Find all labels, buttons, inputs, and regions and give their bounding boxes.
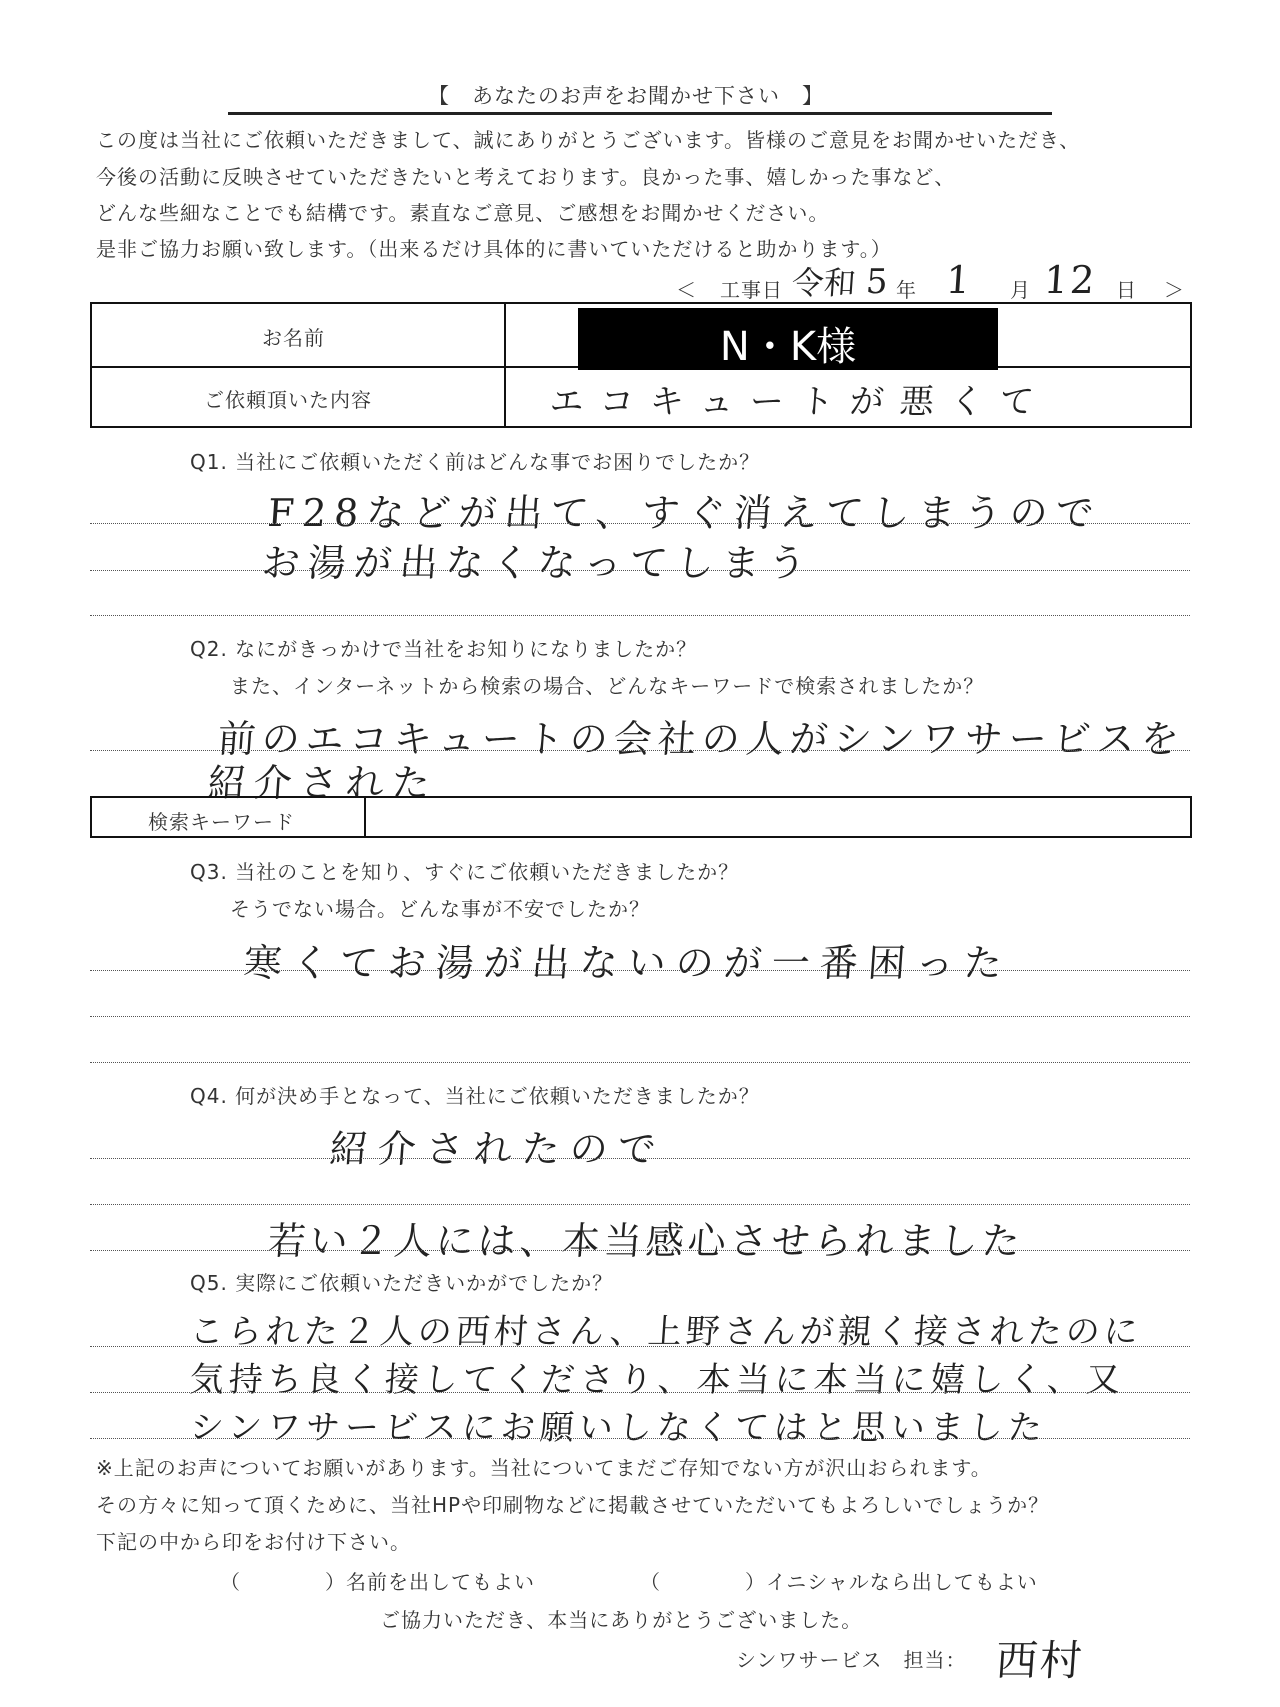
name-label: お名前 [262, 326, 325, 350]
name-redaction-box [578, 308, 998, 370]
q5-question: Q5. 実際にご依頼いただきいかがでしたか？ [190, 1271, 614, 1295]
option-show-name[interactable]: （ ）名前を出してもよい [220, 1570, 535, 1594]
date-open: ＜ [676, 278, 697, 302]
q4-answer-line-1: 紹介されたので [328, 1127, 668, 1171]
q1-rule-1 [90, 523, 1190, 524]
thanks-message: ご協力いただき、本当にありがとうございました。 [380, 1608, 863, 1632]
company-staff-label: シンワサービス 担当： [736, 1648, 967, 1672]
q2-answer-line-1: 前のエコキュートの会社の人がシンワサービスを [216, 717, 1187, 761]
footer-note-3: 下記の中から印をお付け下さい。 [96, 1530, 411, 1554]
intro-line-3: どんな些細なことでも結構です。素直なご意見、ご感想をお聞かせください。 [96, 201, 830, 225]
keyword-box [90, 796, 1192, 838]
q3-rule-3 [90, 1062, 1190, 1063]
q3-rule-2 [90, 1016, 1190, 1017]
request-label: ご依頼頂いた内容 [204, 388, 372, 412]
info-table [90, 302, 1192, 428]
date-year: 5 [864, 262, 898, 302]
q5-rule-3 [90, 1438, 1190, 1439]
q4-answer-line-2: 若い２人には、本当感心させられました [266, 1219, 1026, 1263]
q1-answer-line-2: お湯が出なくなってしまう [260, 541, 816, 585]
q3-subquestion: そうでない場合。どんな事が不安でしたか？ [230, 897, 650, 921]
page-title: 【 あなたのお声をお聞かせ下さい 】 [428, 84, 824, 108]
date-era: 令和 [790, 264, 858, 302]
q3-question: Q3. 当社のことを知り、すぐにご依頼いただきましたか？ [190, 860, 740, 884]
q1-rule-2 [90, 570, 1190, 571]
q2-subquestion: また、インターネットから検索の場合、どんなキーワードで検索されましたか？ [230, 674, 985, 698]
construction-date [676, 258, 1196, 306]
date-day-unit: 日 [1116, 278, 1137, 302]
intro-line-4: 是非ご協力お願い致します。（出来るだけ具体的に書いていただけると助かります。） [96, 237, 892, 261]
intro-line-2: 今後の活動に反映させていただきたいと考えております。良かった事、嬉しかった事など、 [96, 165, 956, 189]
q1-answer-line-1: F28などが出て、すぐ消えてしまうので [266, 491, 1104, 535]
q5-rule-1 [90, 1346, 1190, 1347]
q4-rule-3 [90, 1250, 1190, 1251]
date-day: 12 [1042, 258, 1098, 302]
q5-rule-2 [90, 1392, 1190, 1393]
date-label: 工事日 [720, 278, 783, 302]
q5-answer-line-3: シンワサービスにお願いしなくてはと思いました [188, 1408, 1049, 1448]
table-column-divider [504, 304, 506, 426]
q3-rule-1 [90, 970, 1190, 971]
date-close: ＞ [1164, 278, 1185, 302]
intro-line-1: この度は当社にご依頼いただきまして、誠にありがとうございます。皆様のご意見をお聞かせいただき、 [96, 128, 1081, 152]
keyword-divider [364, 798, 366, 836]
q4-question: Q4. 何が決め手となって、当社にご依頼いただきましたか？ [190, 1084, 760, 1108]
keyword-label: 検索キーワード [148, 810, 295, 834]
q2-rule-1 [90, 750, 1190, 751]
date-year-unit: 年 [896, 278, 917, 302]
q1-rule-3 [90, 615, 1190, 616]
q5-answer-line-2: 気持ち良く接してくださり、本当に本当に嬉しく、又 [188, 1360, 1127, 1400]
footer-note-1: ※上記のお声についてお願いがあります。当社についてまだご存知でない方が沢山おられます。 [96, 1456, 992, 1480]
title-underline [228, 112, 1052, 115]
q1-question: Q1. 当社にご依頼いただく前はどんな事でお困りでしたか？ [190, 450, 761, 474]
q3-answer-line-1: 寒くてお湯が出ないのが一番困った [242, 941, 1014, 985]
name-value: N・K様 [719, 324, 857, 370]
q2-answer-line-2: 紹介された [206, 761, 440, 805]
footer-note-2: その方々に知って頂くために、当社HPや印刷物などに掲載させていただいてもよろしいでしょうか？ [96, 1493, 1050, 1517]
q4-rule-1 [90, 1158, 1190, 1159]
staff-signature: 西村 [994, 1636, 1086, 1685]
q2-question: Q2. なにがきっかけで当社をお知りになりましたか？ [190, 637, 698, 661]
request-value: エコキュートが悪くて [548, 382, 1052, 422]
date-month-unit: 月 [1010, 278, 1031, 302]
q5-answer-line-1: こられた２人の西村さん、上野さんが親く接されたのに [188, 1312, 1144, 1352]
q4-rule-2 [90, 1204, 1190, 1205]
date-month: 1 [944, 258, 980, 302]
option-initial-only[interactable]: （ ）イニシャルなら出してもよい [640, 1570, 1038, 1594]
